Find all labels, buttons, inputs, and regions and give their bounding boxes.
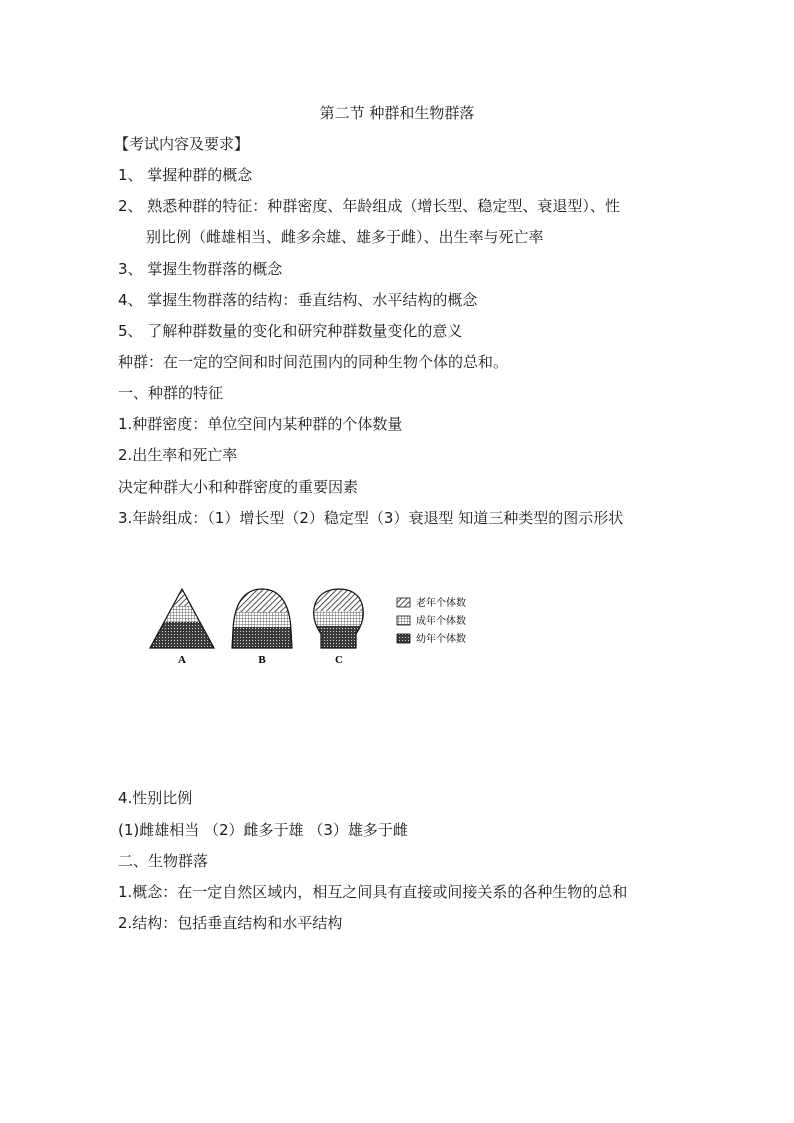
legend-swatch-adult (397, 616, 410, 625)
exam-requirements-heading: 【考试内容及要求】 (114, 135, 250, 153)
item-birth-death-rate: 2.出生率和死亡率 (118, 446, 238, 464)
item-population-density: 1.种群密度：单位空间内某种群的个体数量 (118, 415, 403, 433)
heading-population-features: 一、种群的特征 (118, 384, 224, 402)
legend-young: 幼年个体数 (416, 634, 466, 645)
community-concept: 1.概念：在一定自然区域内，相互之间具有直接或间接关系的各种生物的总和 (118, 883, 628, 901)
legend-adult: 成年个体数 (416, 616, 466, 627)
age-structure-figure (140, 582, 490, 672)
legend-swatch-old (397, 598, 410, 607)
label-c: C (335, 654, 343, 666)
pyramid-b (225, 582, 300, 652)
label-a: A (178, 654, 186, 666)
age-pyramids-svg (140, 582, 490, 672)
item-age-structure: 3.年龄组成：（1）增长型（2）稳定型（3）衰退型 知道三种类型的图示形状 (118, 509, 624, 527)
pyramid-c (305, 582, 375, 652)
section-title: 第二节 种群和生物群落 (319, 104, 475, 122)
sex-ratio-types: (1)雌雄相当 （2）雌多于雄 （3）雄多于雌 (118, 821, 408, 839)
birth-death-rate-note: 决定种群大小和种群密度的重要因素 (118, 478, 359, 496)
requirement-1: 1、 掌握种群的概念 (118, 166, 253, 184)
requirement-5: 5、 了解种群数量的变化和研究种群数量变化的意义 (118, 322, 463, 340)
figure-legend (397, 596, 466, 645)
requirement-3: 3、 掌握生物群落的概念 (118, 260, 283, 278)
item-sex-ratio: 4.性别比例 (118, 789, 193, 807)
requirement-2: 2、 熟悉种群的特征：种群密度、年龄组成（增长型、稳定型、衰退型）、性 (118, 197, 620, 215)
legend-old: 老年个体数 (416, 598, 466, 609)
heading-biological-community: 二、生物群落 (118, 852, 209, 870)
legend-swatch-young (397, 634, 410, 643)
requirement-2-continued: 别比例（雌雄相当、雌多余雄、雄多于雌）、出生率与死亡率 (146, 228, 544, 246)
label-b: B (258, 654, 266, 666)
community-structure: 2.结构：包括垂直结构和水平结构 (118, 914, 343, 932)
requirement-4: 4、 掌握生物群落的结构：垂直结构、水平结构的概念 (118, 291, 478, 309)
population-definition: 种群：在一定的空间和时间范围内的同种生物个体的总和。 (118, 353, 509, 371)
